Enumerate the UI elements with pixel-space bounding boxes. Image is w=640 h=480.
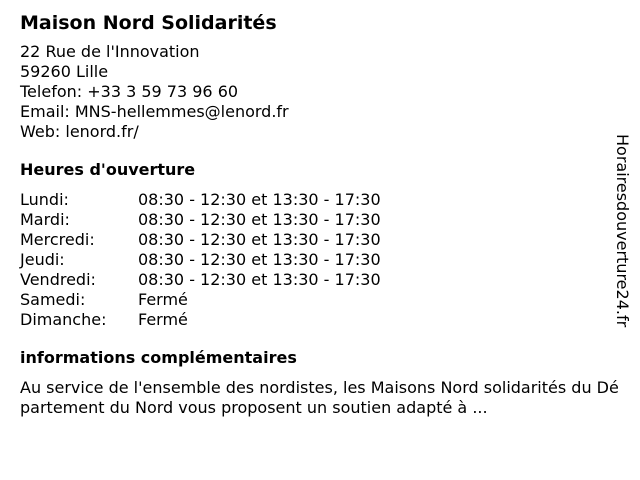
email-label: Email: [20,102,70,121]
web-label: Web: [20,122,61,141]
hours-day: Samedi: [20,290,86,309]
web-line [20,122,610,142]
place-card [20,10,619,418]
hours-time: Fermé [138,290,188,309]
hours-day: Mardi: [20,210,70,229]
hours-time: 08:30 - 12:30 et 13:30 - 17:30 [138,190,381,209]
city-address: 59260 Lille [20,62,109,81]
hours-row-thursday [20,250,610,270]
info-title: informations complémentaires [20,348,297,367]
hours-row-sunday [20,310,610,330]
street-address: 22 Rue de l'Innovation [20,42,200,61]
email-link[interactable]: MNS-hellemmes@lenord.fr [74,102,289,121]
email-line [20,102,610,122]
hours-time: 08:30 - 12:30 et 13:30 - 17:30 [138,230,381,249]
hours-time: 08:30 - 12:30 et 13:30 - 17:30 [138,270,381,289]
hours-time: 08:30 - 12:30 et 13:30 - 17:30 [138,210,381,229]
hours-row-saturday [20,290,610,310]
hours-row-monday [20,190,610,210]
phone-line [20,82,610,102]
phone-number[interactable]: +33 3 59 73 96 60 [87,82,239,101]
info-text: Au service de l'ensemble des nordistes, les Maisons Nord solidarités du Département du Nord vous proposent un soutien adapté à ... [20,378,619,417]
hours-time: Fermé [138,310,188,329]
site-watermark: Horairesdouverture24.fr [613,134,632,328]
hours-row-tuesday [20,210,610,230]
hours-day: Vendredi: [20,270,96,289]
hours-row-wednesday [20,230,610,250]
web-link[interactable]: lenord.fr/ [65,122,139,141]
hours-day: Lundi: [20,190,69,209]
hours-day: Jeudi: [20,250,65,269]
place-title: Maison Nord Solidarités [20,12,277,34]
hours-day: Dimanche: [20,310,107,329]
hours-row-friday [20,270,610,290]
phone-label: Telefon: [20,82,83,101]
hours-day: Mercredi: [20,230,95,249]
contact-block [20,42,610,142]
hours-time: 08:30 - 12:30 et 13:30 - 17:30 [138,250,381,269]
hours-title: Heures d'ouverture [20,160,196,179]
hours-table [20,190,610,330]
